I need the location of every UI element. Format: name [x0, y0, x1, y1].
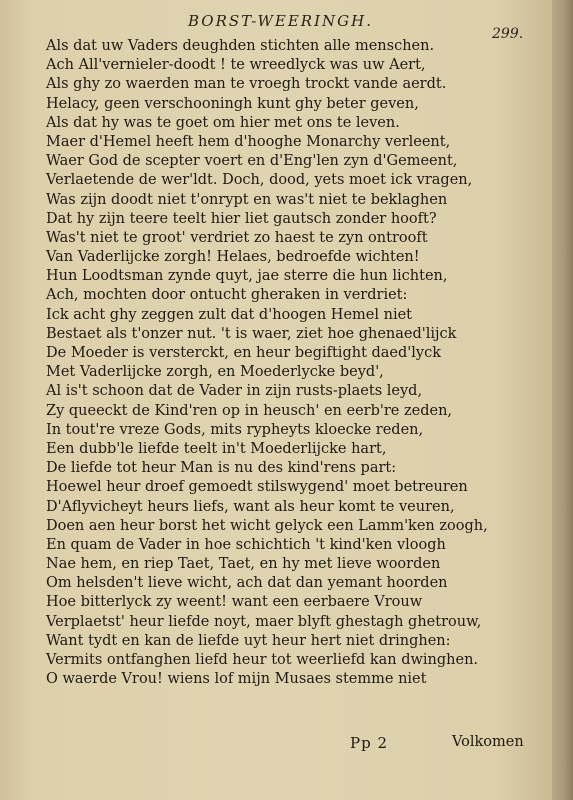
verse-line: Ach All'vernieler-doodt ! te wreedlyck was uw Aert, — [46, 57, 426, 74]
running-head: BORST-WEERINGH. — [188, 12, 373, 30]
verse-line: Dat hy zijn teere teelt hier liet gautsch zonder hooft? — [46, 210, 437, 227]
verse-line: Ach, mochten door ontucht gheraken in verdriet: — [46, 287, 408, 304]
verse-line: Bestaet als t'onzer nut. 't is waer, ziet hoe ghenaed'lijck — [46, 325, 457, 342]
verse-line: Hun Loodtsman zynde quyt, jae sterre die hun lichten, — [46, 268, 448, 285]
verse-line: D'Aflyvicheyt heurs liefs, want als heur komt te veuren, — [46, 498, 455, 515]
verse-line: Vermits ontfanghen liefd heur tot weerliefd kan dwinghen. — [46, 652, 479, 668]
verse-line: Ick acht ghy zeggen zult dat d'hoogen Hemel niet — [46, 306, 412, 323]
verse-line: Zy queeckt de Kind'ren op in heusch' en eerb're zeden, — [46, 402, 453, 419]
verse-line: Nae hem, en riep Taet, Taet, en hy met lieve woorden — [46, 556, 441, 573]
verse-line: Maer d'Hemel heeft hem d'hooghe Monarchy verleent, — [46, 133, 451, 150]
verse-line: Als dat hy was te goet om hier met ons te leven. — [46, 114, 400, 131]
verse-line: Doen aen heur borst het wicht gelyck een Lamm'ken zoogh, — [46, 517, 488, 534]
page-header — [0, 4, 552, 42]
signature-mark: Pp 2 — [350, 734, 389, 752]
verse-line: De Moeder is versterckt, en heur begiftight daed'lyck — [46, 345, 442, 361]
verse-line: Als dat uw Vaders deughden stichten alle menschen. — [46, 38, 435, 54]
verse-line: Verplaetst' heur liefde noyt, maer blyft ghestagh ghetrouw, — [46, 613, 482, 630]
verse-line: De liefde tot heur Man is nu des kind'rens part: — [46, 460, 397, 477]
verse-line: En quam de Vader in hoe schichtich 't kind'ken vloogh — [46, 536, 446, 553]
verse-line: Was zijn doodt niet t'onrypt en was't niet te beklaghen — [46, 191, 448, 208]
page-number: 299. — [492, 26, 524, 42]
catchword: Volkomen — [452, 734, 524, 750]
poem-text — [46, 37, 536, 689]
verse-line: Want tydt en kan de liefde uyt heur hert niet dringhen: — [46, 632, 451, 649]
verse-line: Hoe bitterlyck zy weent! want een eerbaere Vrouw — [46, 594, 423, 611]
verse-line: Een dubb'le liefde teelt in't Moederlijcke hart, — [46, 440, 387, 457]
verse-line: Hoewel heur droef gemoedt stilswygend' moet betreuren — [46, 479, 468, 496]
verse-line: Helacy, geen verschooningh kunt ghy beter geven, — [46, 95, 419, 112]
verse-line: Waer God de scepter voert en d'Eng'len zyn d'Gemeent, — [46, 153, 458, 170]
verse-line: Met Vaderlijcke zorgh, en Moederlycke beyd', — [46, 364, 384, 381]
verse-line: O waerde Vrou! wiens lof mijn Musaes stemme niet — [46, 671, 427, 688]
verse-line: Was't niet te groot' verdriet zo haest te zyn ontrooft — [46, 229, 428, 246]
page-footer — [0, 728, 552, 758]
verse-line: In tout're vreze Gods, mits rypheyts kloecke reden, — [46, 421, 424, 438]
verse-line: Van Vaderlijcke zorgh! Helaes, bedroefde wichten! — [46, 249, 420, 266]
verse-line: Om helsden't lieve wicht, ach dat dan yemant hoorden — [46, 575, 448, 592]
verse-line: Verlaetende de wer'ldt. Doch, dood, yets moet ick vragen, — [46, 172, 473, 189]
verse-line: Als ghy zo waerden man te vroegh trockt vande aerdt. — [46, 76, 447, 93]
facing-page-edge — [552, 0, 573, 800]
verse-line: Al is't schoon dat de Vader in zijn rusts-plaets leyd, — [46, 383, 423, 400]
